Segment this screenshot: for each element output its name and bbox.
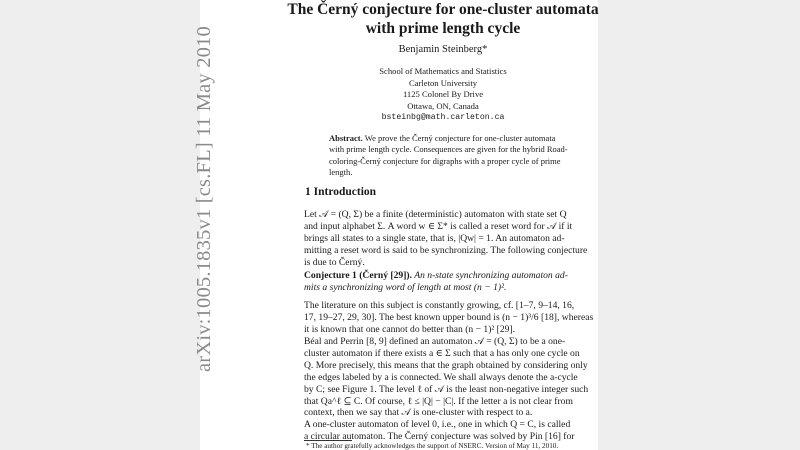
abstract-text: with prime length cycle. Consequences are given for the hybrid Road- [329, 144, 568, 155]
text-line: the edges labeled by a is connected. We shall always denote the a-cycle [304, 371, 578, 383]
title-line: The Černý conjecture for one-cluster automata [287, 1, 599, 18]
abstract-text: coloring-Černý conjecture for digraphs with a proper cycle of prime [329, 155, 561, 166]
footnote: * The author gratefully acknowledges the support of NSERC. Version of May 11, 2010. [306, 442, 559, 450]
text-line: it is known that one cannot do better than (n − 1)² [29]. [304, 323, 516, 335]
abstract-text: length. [329, 167, 353, 178]
affiliation-line: Carleton University [408, 77, 478, 88]
footnote-rule [304, 440, 352, 441]
author-email[interactable]: bsteinbg@math.carleton.ca [381, 113, 505, 122]
text-line: and input alphabet Σ. A word w ∈ Σ* is called a reset word for 𝒜 if it [304, 220, 573, 232]
text-line: Béal and Perrin [8, 9] defined an automaton 𝒜 = (Q, Σ) to be a one- [304, 336, 566, 347]
text-line: by C; see Figure 1. The level ℓ of 𝒜 is the least non-negative integer such [304, 383, 589, 395]
paper-title [278, 0, 608, 38]
arxiv-stamp: arXiv:1005.1835v1 [cs.FL] 11 May 2010 [193, 26, 215, 372]
affiliation-line: 1125 Colonel By Drive [402, 89, 484, 99]
text-line: Let 𝒜 = (Q, Σ) be a finite (deterministic) automaton with state set Q [304, 209, 567, 220]
abstract-label: Abstract. [329, 133, 363, 143]
text-line: The literature on this subject is constantly growing, cf. [1–7, 9–14, 16, [304, 300, 575, 311]
abstract [329, 133, 569, 179]
text-line: 17, 19–27, 29, 30]. The best known upper bound is (n − 1)³/6 [18], whereas [304, 311, 594, 323]
text-line: context, then we say that 𝒜 is one-cluster with respect to a. [304, 407, 533, 419]
letterbox-right [598, 0, 800, 450]
text-line: is due to Černý. [304, 256, 365, 268]
literature-paragraph [304, 300, 594, 336]
affiliation-line: Ottawa, ON, Canada [407, 100, 479, 111]
text-line: mitting a reset word is said to be synchronizing. The following conjecture [304, 244, 588, 256]
text-line: brings all states to a single state, that is, |Qw| = 1. An automaton ad- [304, 232, 565, 244]
intro-paragraph [304, 209, 594, 269]
conjecture-text: mits a synchronizing word of length at most (n − 1)². [304, 281, 507, 293]
text-line: Q. More precisely, this means that the graph obtained by considering only [304, 359, 588, 371]
section-heading: 1 Introduction [305, 186, 377, 198]
one-cluster-paragraph [304, 336, 594, 443]
affiliation [278, 66, 608, 124]
text-line: a circular automaton. The Černý conjecture was solved by Pin [16] for [304, 431, 575, 443]
affiliation-line: School of Mathematics and Statistics [379, 66, 507, 76]
abstract-text: We prove the Černý conjecture for one-cluster automata [362, 133, 556, 143]
conjecture [304, 270, 594, 294]
text-line: cluster automaton if there exists a ∈ Σ such that a has only one cycle on [304, 347, 580, 359]
conjecture-text: An n-state synchronizing automaton ad- [412, 270, 568, 281]
conjecture-label: Conjecture 1 (Černý [29]). [304, 270, 412, 281]
text-line: that Qa^ℓ ⊆ C. Of course, ℓ ≤ |Q| − |C|. If the letter a is not clear from [304, 395, 573, 407]
author-name: Benjamin Steinberg* [398, 44, 488, 55]
text-line: A one-cluster automaton of level 0, i.e., one in which Q = C, is called [304, 419, 571, 431]
title-line: with prime length cycle [365, 20, 521, 37]
letterbox-left [0, 0, 200, 450]
